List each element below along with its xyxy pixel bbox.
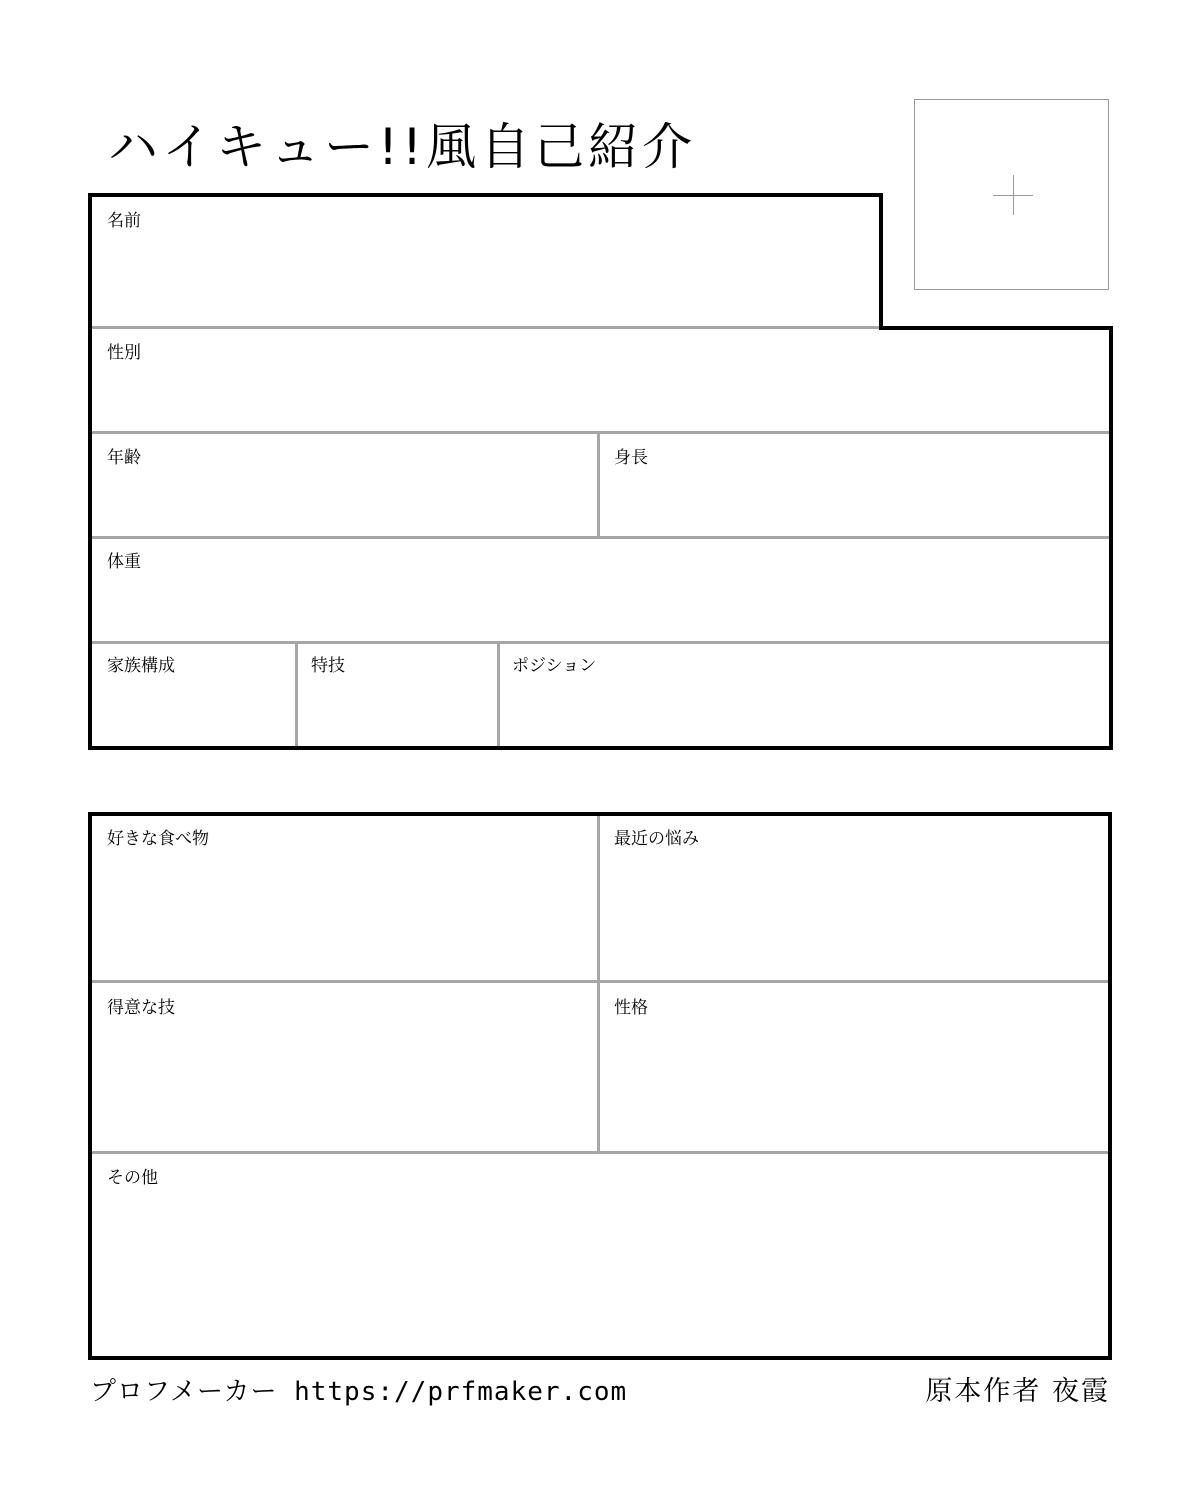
name-label: 名前 [107,211,141,231]
details-section [88,812,1112,1360]
footer-author: 原本作者 夜霞 [925,1376,1110,1407]
footer-credit-link[interactable]: プロフメーカー https://prfmaker.com [90,1377,628,1407]
technique-label: 得意な技 [107,998,175,1018]
height-label: 身長 [614,448,648,468]
age-label: 年齢 [107,448,141,468]
other-label: その他 [107,1168,158,1188]
food-label: 好きな食べ物 [107,829,209,849]
family-label: 家族構成 [107,656,175,676]
page-title: ハイキュー!!風自己紹介 [108,118,697,176]
skill-label: 特技 [311,656,345,676]
gender-label: 性別 [107,343,141,363]
worry-label: 最近の悩み [614,829,699,849]
weight-label: 体重 [107,552,141,572]
personality-label: 性格 [614,998,648,1018]
photo-upload-box[interactable] [914,99,1109,290]
position-label: ポジション [512,656,597,676]
